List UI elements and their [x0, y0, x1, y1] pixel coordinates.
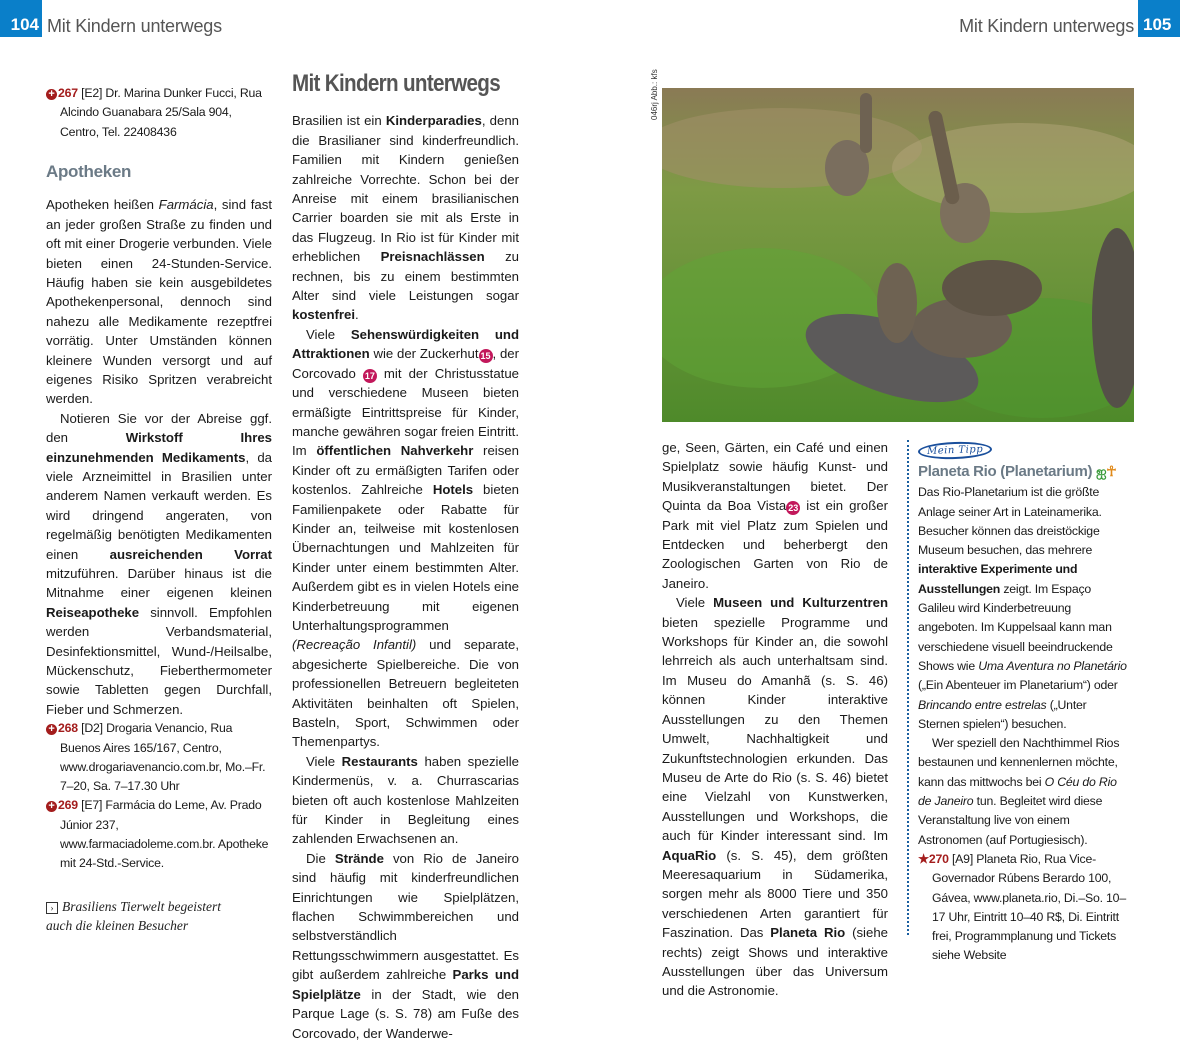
listing-text: [A9] Planeta Rio, Rua Vice-Governador Rúbens Berardo 100, Gávea, www.planeta.rio, Di.–So. 10–17 Uhr, Eintritt 10–40 R$, Di. Eintritt frei, Programmplanung und Tickets siehe Website — [932, 851, 1126, 963]
medical-cross-icon: + — [46, 801, 57, 812]
poi-marker: 15 — [480, 351, 491, 362]
running-title-right: Mit Kindern unterwegs — [959, 16, 1134, 36]
column-2 — [292, 70, 520, 1043]
butterfly-icon: ஐ — [1096, 464, 1107, 480]
paragraph: Notieren Sie vor der Abreise ggf. den Wirkstoff Ihres einzunehmenden Medikaments, da viele Arzneimittel in Brasilien unter anderem Namen verkauft werden. Es wird dringend angeraten, von regelmäßig benötigten Medikamenten einen ausreichenden Vorrat mitzuführen. Darüber hinaus ist die Mitnahme einer eigenen kleinen Reiseapotheke sinnvoll. Empfohlen werden Verbandsmaterial, Desinfektionsmittel, Wund-/Heilsalbe, Mückenschutz, Fieberthermometer sowie Tabletten gegen Durchfall, Fieber und Schmerzen. — [46, 410, 273, 717]
listing-267 — [46, 84, 272, 142]
star-icon: ★ — [918, 851, 929, 866]
caption-arrow-icon: › — [46, 902, 58, 914]
paragraph: Die Strände von Rio de Janeiro sind häufig mit kinderfreundlichen Einrichtungen wie Spielplätzen, flachen Schwimmbereichen und selbstverständlich Rettungsschwimmern ausgestattet. Es gibt außerdem zahlreiche Parks und Spielplätze in der Stadt, wie den Parque Lage (s. S. 78) am Fuße des Corcovado, der Wanderwe- — [292, 850, 519, 1041]
listing-270 — [918, 850, 1130, 966]
child-icon: ☥ — [1106, 463, 1117, 480]
paragraph: Viele Museen und Kulturzentren bieten spezielle Programme und Workshops für Kinder an, die sowohl lehrreich als auch unterhaltsam sind. Im Museu do Amanhã (s. S. 46) können Kinder interaktive Ausstellungen zu den Themen Umwelt, Nachhaltigkeit und Zukunftstechnologien erkunden. Das Museu de Arte do Rio (s. S. 46) bietet eine Vielzahl von Kunstwerken, Ausstellungen und Workshops, die auch für Kinder interessant sind. Im AquaRio (s. S. 45), dem größten Meeresaquarium in Südamerika, sorgen mehr als 8000 Tiere und 350 verschiedenen Arten garantiert für Faszination. Das Planeta Rio (siehe rechts) zeigt Shows und interaktive Ausstellungen über das Universum und die Astronomie. — [662, 595, 888, 999]
coati-photo — [662, 88, 1134, 422]
paragraph: Wer speziell den Nachthimmel Rios bestaunen und kennenlernen möchte, kann das mittwochs bei O Céu do Rio de Janeiro tun. Begleitet wird diese Veranstaltung live von einem Astronomen (auf Portugiesisch). — [918, 736, 1120, 847]
tip-title: Planeta Rio (Planetarium) ஐ☥ — [918, 463, 1117, 481]
photo-caption: › Brasiliens Tierwelt begeistert auch die kleinen Besucher — [46, 899, 221, 933]
page-number-left: 104 — [0, 0, 42, 37]
photo-credit: 046rj Abb.: kfs — [650, 69, 659, 120]
chapter-title: Mit Kindern unterwegs — [292, 70, 501, 97]
tip-box — [918, 440, 1130, 966]
photo-illustration — [662, 88, 1134, 422]
paragraph: ge, Seen, Gärten, ein Café und einen Spielplatz sowie häufig Kunst- und Musikveranstaltungen bietet. Der Quinta da Boa Vista 23 ist ein großer Park mit viel Platz zum Spielen und Entdecken und beherbergt den Zoologischen Garten von Rio de Janeiro. — [662, 440, 888, 591]
paragraph: Das Rio-Planetarium ist die größte Anlage seiner Art in Lateinamerika. Besucher können das dreistöckige Museum besuchen, das mehrere interaktive Experimente und Ausstellungen zeigt. Im Espaço Galileu wird Kinderbetreuung angeboten. Im Kuppelsaal kann man verschiedene visuell beeindruckende Shows wie Uma Aventura no Planetário („Ein Abenteuer im Planetarium“) oder Brincando entre estrelas („Unter Sternen spielen“) besuchen. — [918, 485, 1127, 731]
paragraph: Viele Restaurants haben spezielle Kindermenüs, v. a. Churrascarias bieten oft auch kostenlose Mahlzeiten für Kinder in Begleitung eines zahlenden Erwachsenen an. — [292, 753, 519, 847]
tip-divider — [907, 440, 909, 935]
listing-269 — [46, 796, 272, 873]
listing-text: [D2] Drogaria Venancio, Rua Buenos Aires 165/167, Centro, www.drogariavenancio.com.br, Mo.–Fr. 7–20, Sa. 7–17.30 Uhr — [60, 721, 266, 794]
poi-marker: 23 — [788, 503, 799, 514]
listing-number: 269 — [58, 798, 78, 813]
listing-268 — [46, 719, 272, 796]
listing-number: 268 — [58, 721, 78, 736]
page-number-right: 105 — [1138, 0, 1180, 37]
poi-marker: 17 — [364, 370, 375, 381]
listing-marker — [46, 86, 78, 100]
running-title-left: Mit Kindern unterwegs — [47, 16, 222, 36]
listing-text: [E7] Farmácia do Leme, Av. Prado Júnior 237, www.farmaciadoleme.com.br. Apotheke mit 24-Std.-Service. — [60, 798, 269, 871]
listing-number: 267 — [58, 86, 78, 100]
mein-tipp-badge: Mein Tipp — [918, 441, 993, 461]
paragraph: Brasilien ist ein Kinderparadies, denn die Brasilianer sind kinderfreundlich. Familien mit Kindern genießen zahlreiche Vorrechte. Schon bei der Anreise mit einem brasilianischen Carrier boarden sie mit als Erste in das Flugzeug. In Rio ist für Kinder mit erheblichen Preisnachlässen zu rechnen, bis zu einem bestimmten Alter sind viele Leistungen sogar kostenfrei. — [292, 113, 519, 323]
paragraph: Viele Sehenswürdigkeiten und Attraktionen wie der Zuckerhut 15 , der Corcovado 17 mit der Christusstatue und verschiedene Museen bieten ermäßigte Eintrittspreise für Kinder, manche gewähren sogar freien Eintritt. Im öffentlichen Nahverkehr reisen Kinder oft zu ermäßigten Tarifen oder kostenlos. Zahlreiche Hotels bieten Familienpakete oder Rabatte für Kinder an, teilweise mit kostenlosen Übernachtungen und Mahlzeiten für Kinder unter einem bestimmten Alter. Außerdem gibt es in vielen Hotels eine Kinderbetreuung mit eigenen Unterhaltungsprogrammen (Recreação Infantil) und separate, abgesicherte Spielbereiche. Die von professionellen Betreuern begleiteten Aktivitäten beinhalten oft Spielen, Basteln, Sport, Schwimmen oder Themenpartys. — [292, 326, 520, 750]
column-3 — [662, 438, 888, 1001]
medical-cross-icon: + — [46, 89, 57, 100]
medical-cross-icon: + — [46, 724, 57, 735]
column-1 — [46, 84, 272, 874]
paragraph: Apotheken heißen Farmácia, sind fast an jeder großen Straße zu finden und oft mit einer Drogerie verbunden. Viele bieten einen 24-Stunden-Service. Häufig haben sie kein ausgebildetes Apothekenpersonal, dennoch sind nahezu alle Medikamente rezeptfrei vorrätig. Unter Umständen können kleinere Wunden versorgt und auf eigenes Risiko Spritzen verabreicht werden. — [46, 197, 272, 407]
listing-text: [E2] Dr. Marina Dunker Fucci, Rua Alcindo Guanabara 25/Sala 904, Centro, Tel. 22408436 — [60, 86, 262, 139]
listing-number: 270 — [928, 851, 949, 866]
section-heading-apotheken: Apotheken — [46, 161, 132, 181]
